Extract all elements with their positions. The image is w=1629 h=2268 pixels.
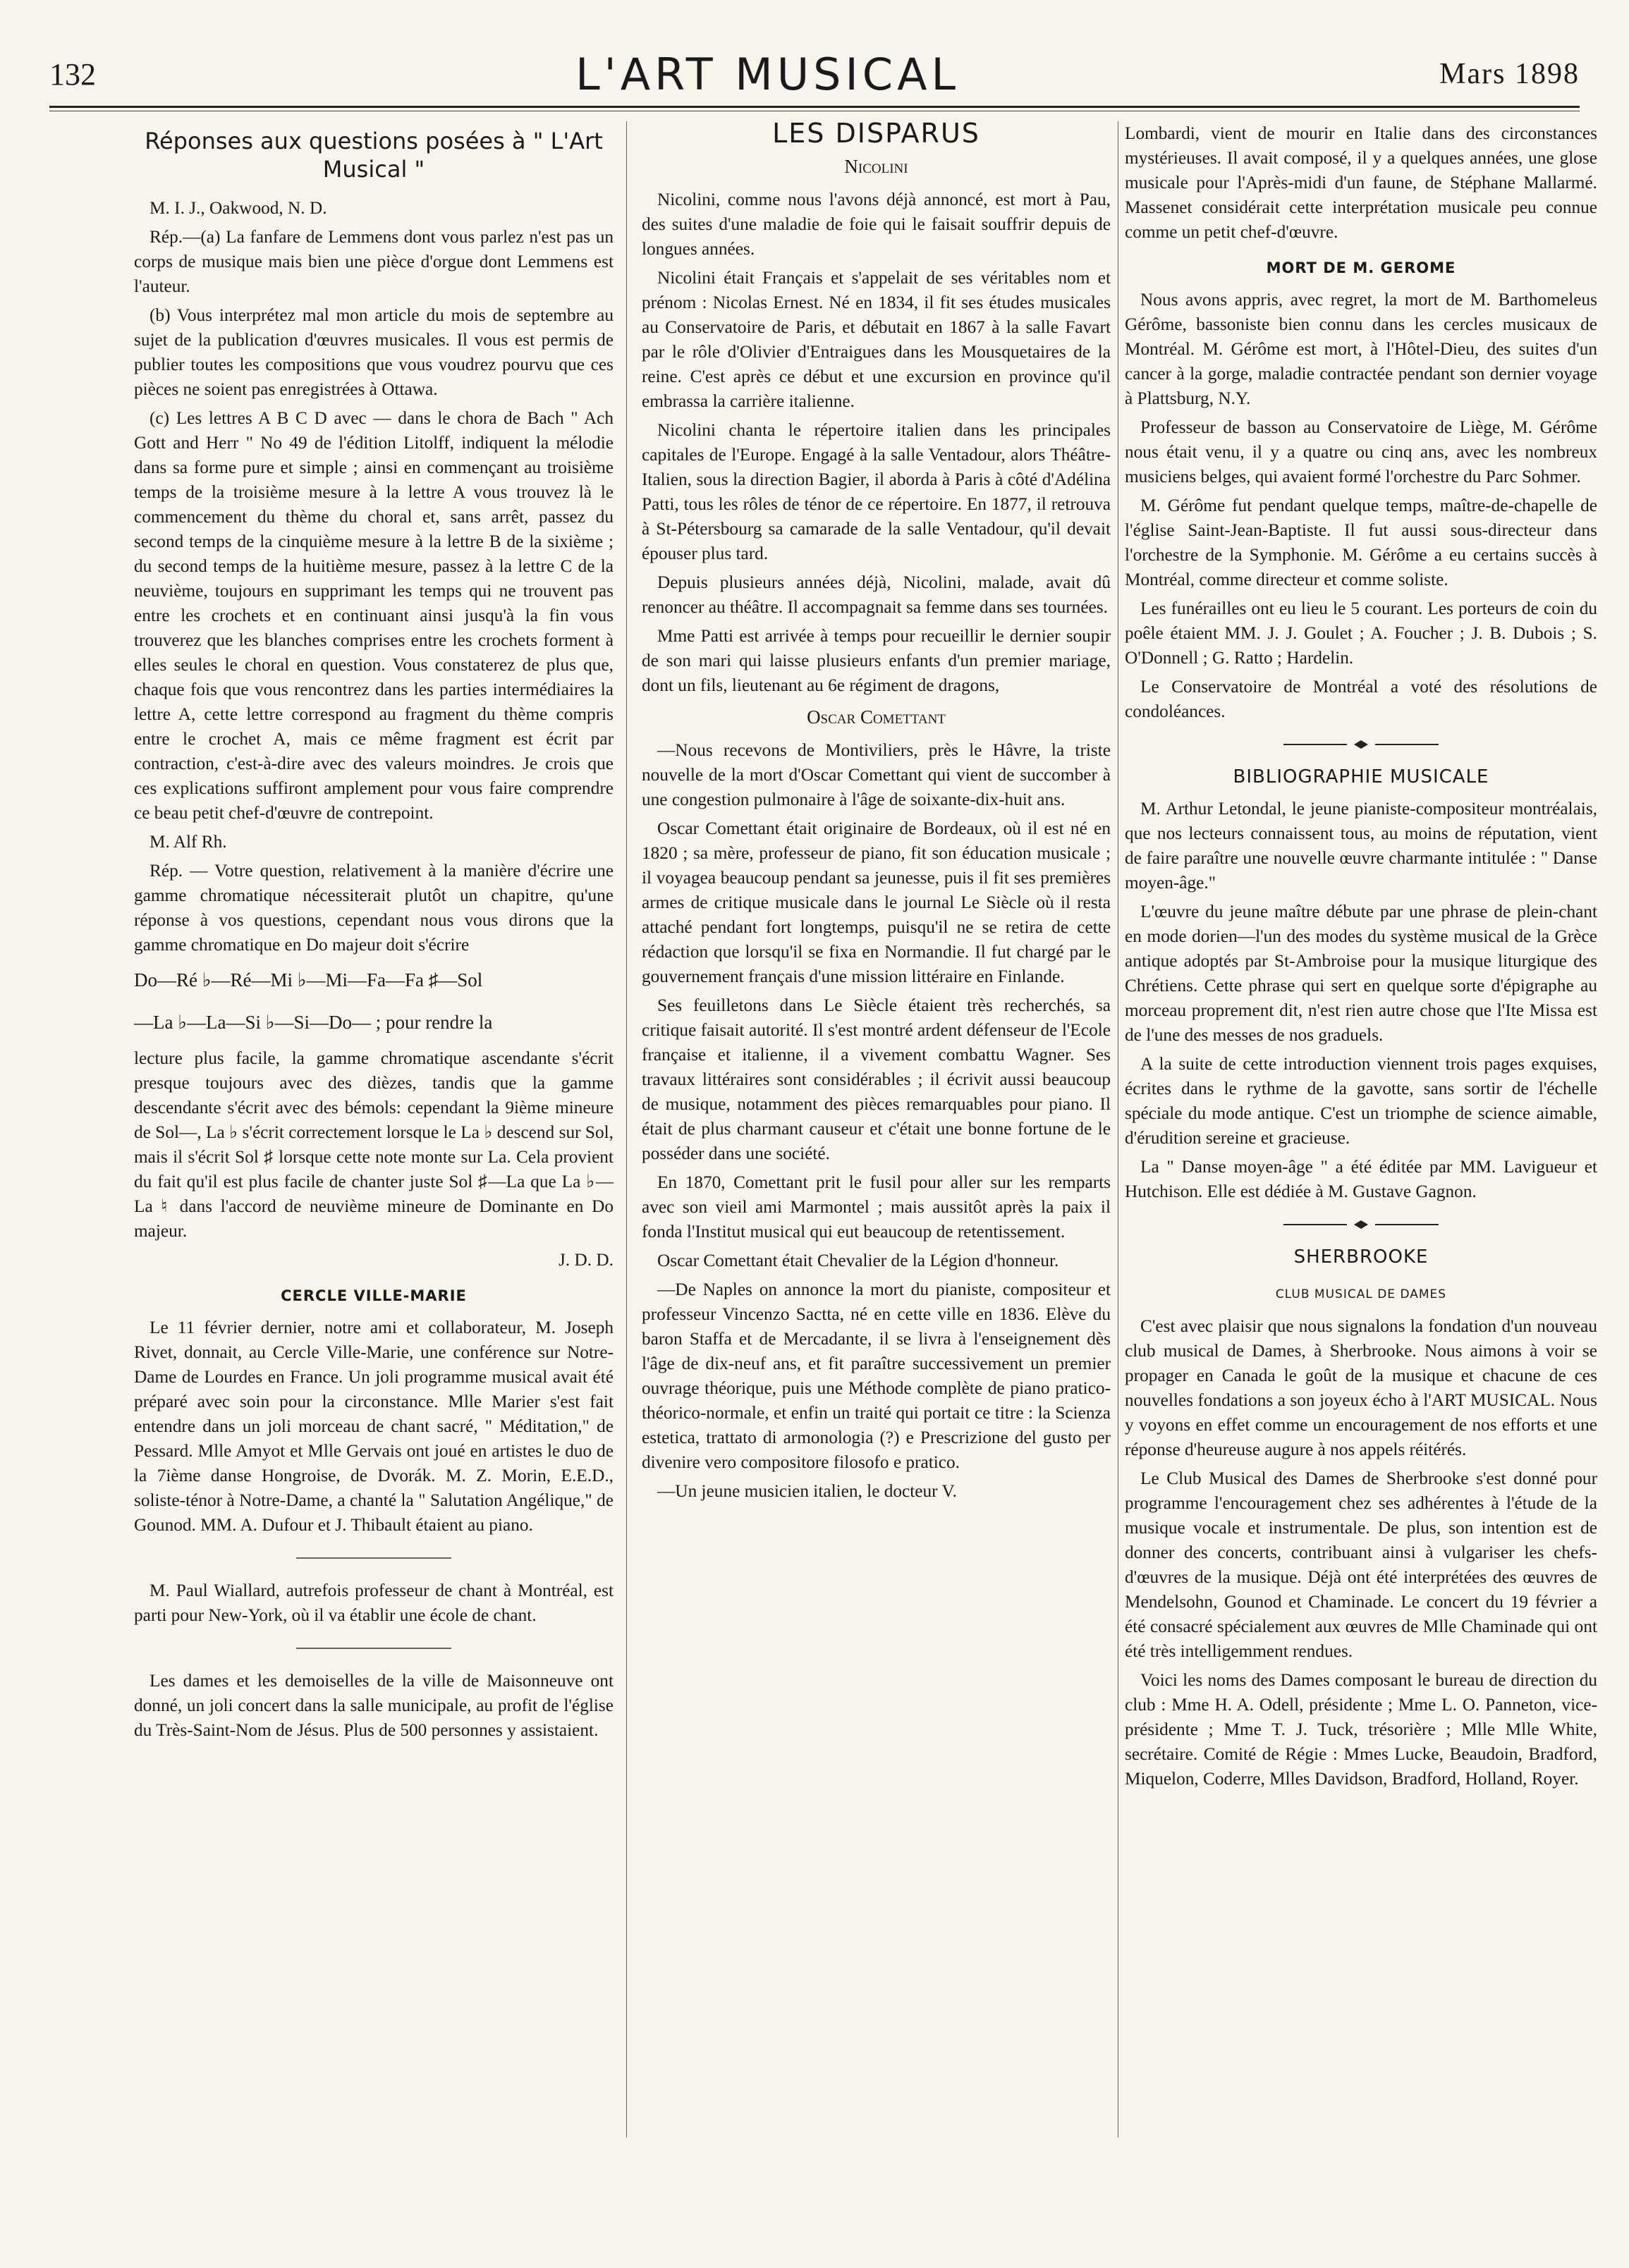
chromatic-scale-line: Do—Ré ♭—Ré—Mi ♭—Mi—Fa—Fa ♯—Sol — [134, 969, 483, 991]
paragraph: L'œuvre du jeune maître débute par une phrase de plein-chant en mode dorien—l'un des modes du système musical de la Grèce antique adoptés par St-Ambroise pour la musique liturgique des Chrétiens. Cette phrase qui sert en quelque sorte d'épigraphe au morceau proprement dit, n'est rien autre chose que l'Ite Missa est de l'une des messes de nos graduels. — [1125, 902, 1597, 1045]
masthead-title: L'ART MUSICAL — [575, 48, 960, 100]
subheading-nicolini: Nicolini — [844, 156, 908, 177]
page-header — [49, 42, 1580, 106]
section-heading-sherbrooke: SHERBROOKE — [1293, 1246, 1429, 1268]
chromatic-scale-line: —La ♭—La—Si ♭—Si—Do— ; pour rendre la — [134, 1012, 493, 1033]
paragraph: Le Club Musical des Dames de Sherbrooke s'est donné pour programme l'encouragement chez ses adhérentes à l'étude de la musique vocale et instrumentale. De plus, son intention est de donner des concerts, contribuant ainsi à vulgariser les chefs-d'œuvres de la musique. Déjà ont été interprétées des œuvres de Mendelsohn, Gounod et Chaminade. Le concert du 19 février a été consacré spécialement aux œuvres de Mlle Chaminade qui ont été très intelligemment rendues. — [1125, 1469, 1597, 1661]
ornament-divider — [1283, 740, 1439, 749]
paragraph: Nicolini chanta le répertoire italien dans les principales capitales de l'Europe. Engagé à la salle Ventadour, alors Théâtre-Italien, sous la direction Bagier, il aborda à Paris à côté d'Adélina Patti, tous les rôles de ténor de ce répertoire. En 1877, il retrouva à St-Pétersbourg sa camarade de la salle Ventadour, qu'il devait épouser plus tard. — [642, 420, 1111, 563]
paragraph: Professeur de basson au Conservatoire de Liège, M. Gérôme nous était venu, il y a quatre ou cinq ans, avec les nombreux musiciens belges, qui avaient formé l'orchestre du Parc Sohmer. — [1125, 417, 1597, 486]
paragraph: La " Danse moyen-âge " a été éditée par MM. Lavigueur et Hutchison. Elle est dédiée à M. Gustave Gagnon. — [1125, 1157, 1597, 1201]
paragraph: En 1870, Comettant prit le fusil pour aller sur les remparts avec son vieil ami Marmontel ; mais aussitôt après la paix il fonda l'Institut musical qui eut beaucoup de retentissement. — [642, 1172, 1111, 1242]
paragraph: Nous avons appris, avec regret, la mort de M. Barthomeleus Gérôme, bassoniste bien connu dans les cercles musicaux de Montréal. M. Gérôme est mort, à l'Hôtel-Dieu, des suites d'un cancer à la gorge, maladie contractée pendant son dernier voyage à Plattsburg, N.Y. — [1125, 290, 1597, 408]
paragraph: Rép. — Votre question, relativement à la manière d'écrire une gamme chromatique nécessiterait plutôt un chapitre, qu'une réponse à vos questions, cependant nous vous dirons que la gamme chromatique en Do majeur doit s'écrire — [134, 861, 614, 955]
paragraph: lecture plus facile, la gamme chromatique ascendante s'écrit presque toujours avec des dièzes, tandis que la gamme descendante s'écrit avec des bémols: cependant la 9ième mineure de Sol—, La ♭ s'écrit correctement lorsque le La ♭ descend sur Sol, mais il s'écrit Sol ♯ lorsque cette note monte sur La. Cela provient du fait qu'il est plus facile de chanter juste Sol ♯—La que La ♭— La ♮ dans l'accord de neuvième mineure de Dominante en Do majeur. — [134, 1048, 614, 1241]
paragraph: —Un jeune musicien italien, le docteur V. — [657, 1481, 957, 1501]
ornament-divider — [1283, 1220, 1439, 1230]
paragraph: Oscar Comettant était originaire de Bordeaux, où il est né en 1820 ; sa mère, professeur de piano, fit son éducation musicale ; il voyagea beaucoup pendant sa jeunesse, puis il fit ses premières armes de critique musicale dans le journal Le Siècle où il resta attaché pendant fort longtemps, puisqu'il ne se retira de cette rédaction que lorsqu'il se fixa en Normandie. Il fut chargé par le gouvernement français d'une mission littéraire en Finlande. — [642, 819, 1111, 986]
signature: J. D. D. — [558, 1250, 614, 1270]
paragraph: M. Paul Wiallard, autrefois professeur de chant à Montréal, est parti pour New-York, où il va établir une école de chant. — [134, 1581, 614, 1625]
paragraph: —Nous recevons de Montiviliers, près le Hâvre, la triste nouvelle de la mort d'Oscar Comettant qui vient de succomber à une congestion pulmonaire à l'âge de soixante-dix-huit ans. — [642, 740, 1111, 809]
section-heading-gerome: MORT DE M. GEROME — [1266, 259, 1456, 276]
paragraph: (c) Les lettres A B C D avec — dans le chora de Bach " Ach Gott and Herr " No 49 de l'édition Litolff, indiquent la mélodie dans sa forme pure et simple ; ainsi en commençant au troisième temps de la troisième mesure à la lettre A vous trouvez là le commencement du thème du choral et, sans arrêt, passez du second temps de la cinquième mesure à la lettre B de la sixième ; du second temps de la huitième mesure, passez à la lettre C de la neuvième, toujours en supprimant les temps qui ne trouvent pas entre les crochets et en continuant ainsi jusqu'à la fin vous trouverez que les blanches comprises entre les crochets forment à elles seules le choral en question. Vous constaterez de plus que, chaque fois que vous rencontrez dans les parties intermédiaires la lettre A, cette lettre correspond au fragment du thème compris entre le crochet A, mais ce même fragment est écrit par contraction, c'est-à-dire avec des valeurs moindres. Je crois que ces explications suffiront amplement pour vous faire comprendre ce beau petit chef-d'œuvre de contrepoint. — [134, 408, 614, 823]
column-divider — [626, 121, 627, 2138]
divider-rule — [296, 1553, 451, 1563]
paragraph: Depuis plusieurs années déjà, Nicolini, malade, avait dû renoncer au théâtre. Il accompagnait sa femme dans ses tournées. — [642, 572, 1111, 617]
paragraph: —De Naples on annonce la mort du pianiste, compositeur et professeur Vincenzo Sactta, né en cette ville en 1836. Elève du baron Staffa et de Mercadante, il se livra à l'enseignement dès l'âge de dix-neuf ans, et fit paraître successivement un premier ouvrage théorique, puis une Méthode complète de piano pratico-théorico-normale, et enfin un traité qui portait ce titre : la Scienza estetica, trattato di armonologia (?) e Prescrizione del gusto per divenire vero compositore filosofo e pratico. — [642, 1280, 1111, 1472]
addressee: M. Alf Rh. — [150, 832, 227, 852]
paragraph: Les funérailles ont eu lieu le 5 courant. Les porteurs de coin du poêle étaient MM. J. J. Goulet ; A. Foucher ; J. B. Dubois ; S. O'Donnell ; G. Ratto ; Hardelin. — [1125, 599, 1597, 668]
section-heading-cercle: CERCLE VILLE-MARIE — [281, 1287, 467, 1304]
divider-rule — [296, 1643, 451, 1653]
paragraph: Ses feuilletons dans Le Siècle étaient très recherchés, sa critique faisait autorité. Il s'est montré ardent défenseur de l'Ecole française et italienne, il a vivement combattu Wagner. Ses travaux littéraires sont considérables ; il écrivit aussi beaucoup de musique, notamment des pièces remarquables pour piano. Il était de plus charmant causeur et c'était une bonne fortune de le posséder dans une société. — [642, 995, 1111, 1163]
paragraph: Le 11 février dernier, notre ami et collaborateur, M. Joseph Rivet, donnait, au Cercle Ville-Marie, une conférence sur Notre-Dame de Lourdes en France. Un joli programme musical avait été préparé avec soin pour la circonstance. Mlle Marier s'est fait entendre dans un joli morceau de chant sacré, " Méditation," de Pessard. Mlle Amyot et Mlle Gervais ont joué en artistes le duo de la 7ième danse Hongroise, de Dvorák. M. Z. Morin, E.E.D., soliste-ténor à Notre-Dame, a chanté la " Salutation Angélique," de Gounod. MM. A. Dufour et J. Thibault étaient au piano. — [134, 1318, 614, 1535]
header-rule — [49, 106, 1580, 108]
paragraph: Nicolini était Français et s'appelait de ses véritables nom et prénom : Nicolas Ernest. Né en 1834, il fit ses études musicales au Conservatoire de Paris, et débutait en 1867 à la salle Favart par le rôle d'Olivier d'Entraigues dans les Mousquetaires de la reine. C'est après ce début et une excursion en province qu'il embrassa la carrière italienne. — [642, 268, 1111, 411]
paragraph: Rép.—(a) La fanfare de Lemmens dont vous parlez n'est pas un corps de musique mais bien une pièce d'orgue dont Lemmens est l'auteur. — [134, 227, 614, 296]
paragraph: M. Arthur Letondal, le jeune pianiste-compositeur montréalais, que nos lecteurs connaissent tous, au moins de réputation, vient de faire paraître une nouvelle œuvre charmante intitulée : " Danse moyen-âge." — [1125, 799, 1597, 893]
paragraph: Le Conservatoire de Montréal a voté des résolutions de condoléances. — [1125, 677, 1597, 721]
paragraph: Oscar Comettant était Chevalier de la Légion d'honneur. — [657, 1251, 1059, 1270]
paragraph: Voici les noms des Dames composant le bureau de direction du club : Mme H. A. Odell, présidente ; Mme L. O. Panneton, vice-présidente ; Mme T. J. Tuck, trésorière ; Mlle Mlle White, secrétaire. Comité de Régie : Mmes Lucke, Beaudoin, Bradford, Miquelon, Coderre, Mlles Davidson, Bradford, Holland, Royer. — [1125, 1670, 1597, 1789]
paragraph: A la suite de cette introduction viennent trois pages exquises, écrites dans le rythme de la gavotte, sans sortir de l'échelle spéciale du mode antique. C'est un triomphe de science aimable, d'érudition sereine et gracieuse. — [1125, 1054, 1597, 1148]
addressee: M. I. J., Oakwood, N. D. — [150, 198, 327, 218]
subheading-comettant: Oscar Comettant — [807, 706, 946, 728]
paragraph: Mme Patti est arrivée à temps pour recueillir le dernier soupir de son mari qui laisse plusieurs enfants d'un premier mariage, dont un fils, lieutenant au 6e régiment de dragons, — [642, 626, 1111, 695]
subheading-club-musical: CLUB MUSICAL DE DAMES — [1275, 1287, 1447, 1301]
paragraph: M. Gérôme fut pendant quelque temps, maître-de-chapelle de l'église Saint-Jean-Baptiste. Il fut aussi sous-directeur dans l'orchestre de la Symphonie. M. Gérôme a eu certains succès à Montréal, comme directeur et comme soliste. — [1125, 496, 1597, 589]
section-heading-bibliographie: BIBLIOGRAPHIE MUSICALE — [1233, 766, 1489, 787]
issue-date: Mars 1898 — [1439, 58, 1580, 90]
section-heading-reponses: Réponses aux questions posées à " L'Art Musical " — [145, 128, 603, 183]
paragraph: (b) Vous interprétez mal mon article du mois de septembre au sujet de la publication d'œuvres musicales. Il vous est permis de publier toutes les compositions que vous voudrez pourvu que ces pièces ne soient pas enregistrées à Ottawa. — [134, 305, 614, 399]
paragraph: C'est avec plaisir que nous signalons la fondation d'un nouveau club musical de Dames, à Sherbrooke. Nous aimons à voir se propager en Canada le goût de la musique et chacune de ces nouvelles fondations a son joyeux écho à l'ART MUSICAL. Nous y voyons en effet comme un encouragement de nos efforts et une réponse d'heureuse augure à nos appels réitérés. — [1125, 1316, 1597, 1459]
column-left — [134, 121, 614, 1747]
page-number: 132 — [49, 56, 96, 92]
column-right — [1125, 121, 1597, 1796]
paragraph: Lombardi, vient de mourir en Italie dans des circonstances mystérieuses. Il avait composé, il y a quelques années, une glose musicale pour l'Après-midi d'un faune, de Stéphane Mallarmé. Massenet considérait cette interprétation musicale peu connue comme un petit chef-d'œuvre. — [1125, 123, 1597, 242]
column-middle — [642, 118, 1111, 1508]
section-heading-disparus: LES DISPARUS — [772, 118, 980, 149]
paragraph: Les dames et les demoiselles de la ville de Maisonneuve ont donné, un joli concert dans la salle municipale, au profit de l'église du Très-Saint-Nom de Jésus. Plus de 500 personnes y assistaient. — [134, 1671, 614, 1740]
paragraph: Nicolini, comme nous l'avons déjà annoncé, est mort à Pau, des suites d'une maladie de foie qui le faisait souffrir depuis de longues années. — [642, 190, 1111, 259]
